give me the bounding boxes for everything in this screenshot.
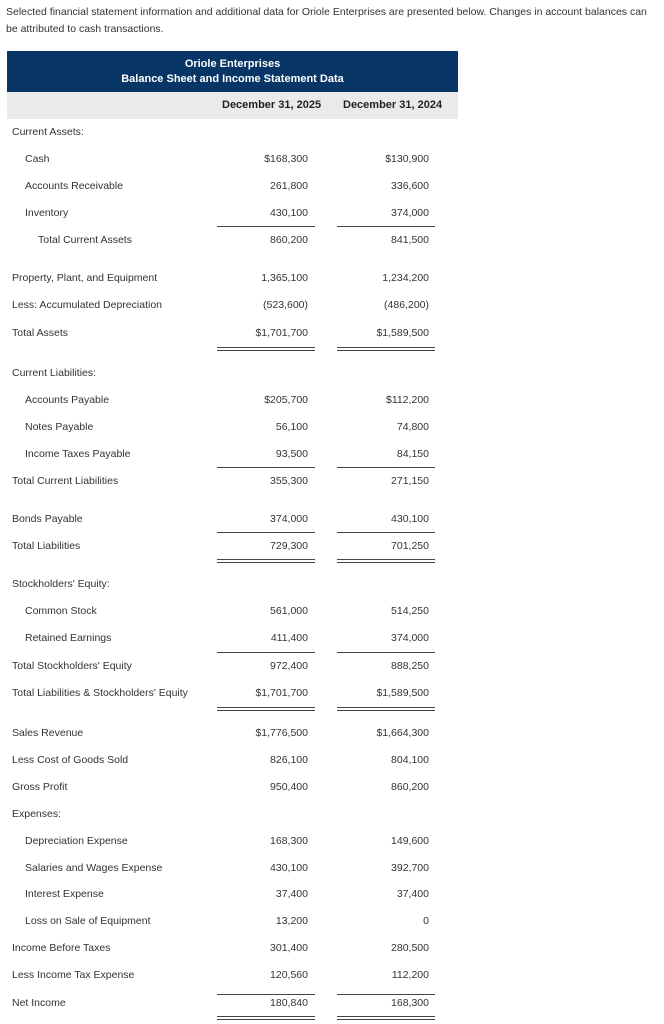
value-2025: 168,300 bbox=[270, 835, 308, 847]
value-2025: 430,100 bbox=[270, 862, 308, 874]
double-underline bbox=[217, 1016, 315, 1020]
table-row bbox=[0, 444, 664, 464]
row-label: Total Current Liabilities bbox=[12, 475, 119, 487]
value-2024: 392,700 bbox=[391, 862, 429, 874]
row-label: Total Current Assets bbox=[38, 234, 132, 246]
table-row bbox=[0, 509, 664, 529]
table-row bbox=[0, 536, 664, 556]
value-2025: 950,400 bbox=[270, 781, 308, 793]
value-2025: 301,400 bbox=[270, 942, 308, 954]
value-2025: $1,701,700 bbox=[255, 687, 308, 699]
row-label: Net Income bbox=[12, 997, 66, 1009]
table-row bbox=[0, 363, 664, 383]
table-row bbox=[0, 295, 664, 315]
table-row bbox=[0, 390, 664, 410]
row-label: Common Stock bbox=[25, 605, 97, 617]
row-label: Total Assets bbox=[12, 327, 69, 339]
value-2024: 374,000 bbox=[391, 632, 429, 644]
value-2025: 1,365,100 bbox=[261, 272, 308, 284]
value-2024: 168,300 bbox=[391, 997, 429, 1009]
table-row bbox=[0, 723, 664, 743]
value-2025: 860,200 bbox=[270, 234, 308, 246]
row-label: Interest Expense bbox=[25, 888, 104, 900]
table-row bbox=[0, 628, 664, 648]
value-2025: 13,200 bbox=[275, 915, 308, 927]
double-underline bbox=[337, 707, 435, 711]
row-label: Inventory bbox=[25, 207, 69, 219]
single-underline bbox=[217, 994, 315, 995]
table-row bbox=[0, 323, 664, 343]
table-row bbox=[0, 471, 664, 491]
double-underline bbox=[217, 347, 315, 351]
value-2025: 120,560 bbox=[270, 969, 308, 981]
table-row bbox=[0, 804, 664, 824]
row-label: Expenses: bbox=[12, 808, 62, 820]
row-label: Property, Plant, and Equipment bbox=[12, 272, 158, 284]
table-row bbox=[0, 911, 664, 931]
table-row bbox=[0, 938, 664, 958]
value-2024: 804,100 bbox=[391, 754, 429, 766]
value-2024: 112,200 bbox=[391, 969, 429, 981]
value-2024: 84,150 bbox=[396, 448, 429, 460]
single-underline bbox=[337, 532, 435, 533]
row-label: Accounts Payable bbox=[25, 394, 110, 406]
value-2024: 701,250 bbox=[391, 540, 429, 552]
single-underline bbox=[337, 467, 435, 468]
value-2024: (486,200) bbox=[384, 299, 429, 311]
value-2024: $1,589,500 bbox=[376, 327, 429, 339]
value-2024: $1,664,300 bbox=[376, 727, 429, 739]
value-2025: 972,400 bbox=[270, 660, 308, 672]
value-2025: 729,300 bbox=[270, 540, 308, 552]
value-2025: $1,776,500 bbox=[255, 727, 308, 739]
table-row bbox=[0, 777, 664, 797]
table-row bbox=[0, 884, 664, 904]
value-2024: $130,900 bbox=[385, 153, 429, 165]
table-row bbox=[0, 965, 664, 985]
table-row bbox=[0, 993, 664, 1013]
table-row bbox=[0, 574, 664, 594]
row-label: Less Income Tax Expense bbox=[12, 969, 135, 981]
row-label: Income Taxes Payable bbox=[25, 448, 131, 460]
table-row bbox=[0, 683, 664, 703]
table-row bbox=[0, 268, 664, 288]
value-2024: 37,400 bbox=[396, 888, 429, 900]
value-2025: 56,100 bbox=[275, 421, 308, 433]
row-label: Salaries and Wages Expense bbox=[25, 862, 163, 874]
row-label: Gross Profit bbox=[12, 781, 68, 793]
table-row bbox=[0, 417, 664, 437]
column-header-2024: December 31, 2024 bbox=[343, 99, 443, 111]
value-2024: 888,250 bbox=[391, 660, 429, 672]
table-row bbox=[0, 831, 664, 851]
single-underline bbox=[337, 994, 435, 995]
table-row bbox=[0, 122, 664, 142]
row-label: Current Liabilities: bbox=[12, 367, 97, 379]
intro-text: Selected financial statement information and additional data for Oriole Enterprises are presented below. Changes in account balances can be attributed to cash transactions. bbox=[6, 6, 647, 35]
value-2024: 74,800 bbox=[396, 421, 429, 433]
double-underline bbox=[337, 1016, 435, 1020]
table-row bbox=[0, 656, 664, 676]
value-2024: 0 bbox=[423, 915, 429, 927]
value-2025: 37,400 bbox=[275, 888, 308, 900]
value-2024: 374,000 bbox=[391, 207, 429, 219]
table-row bbox=[0, 149, 664, 169]
single-underline bbox=[337, 226, 435, 227]
table-row bbox=[0, 176, 664, 196]
value-2025: 411,400 bbox=[270, 632, 308, 644]
table-row bbox=[0, 858, 664, 878]
value-2024: 336,600 bbox=[391, 180, 429, 192]
value-2024: $112,200 bbox=[385, 394, 429, 406]
single-underline bbox=[337, 652, 435, 653]
company-name: Oriole Enterprises bbox=[184, 58, 281, 70]
table-row bbox=[0, 203, 664, 223]
double-underline bbox=[217, 559, 315, 563]
row-label: Loss on Sale of Equipment bbox=[25, 915, 151, 927]
table-row bbox=[0, 601, 664, 621]
double-underline bbox=[337, 347, 435, 351]
value-2024: 271,150 bbox=[391, 475, 429, 487]
single-underline bbox=[217, 467, 315, 468]
value-2025: 355,300 bbox=[270, 475, 308, 487]
row-label: Total Liabilities & Stockholders' Equity bbox=[12, 687, 188, 699]
column-header-2025: December 31, 2025 bbox=[222, 99, 322, 111]
table-row bbox=[0, 230, 664, 250]
double-underline bbox=[217, 707, 315, 711]
value-2025: $205,700 bbox=[264, 394, 308, 406]
statement-subtitle: Balance Sheet and Income Statement Data bbox=[121, 73, 344, 85]
value-2025: (523,600) bbox=[263, 299, 308, 311]
row-label: Income Before Taxes bbox=[12, 942, 111, 954]
single-underline bbox=[217, 532, 315, 533]
row-label: Sales Revenue bbox=[12, 727, 84, 739]
row-label: Bonds Payable bbox=[12, 513, 83, 525]
value-2024: 430,100 bbox=[391, 513, 429, 525]
single-underline bbox=[217, 226, 315, 227]
value-2025: $1,701,700 bbox=[255, 327, 308, 339]
value-2025: 374,000 bbox=[270, 513, 308, 525]
row-label: Notes Payable bbox=[25, 421, 94, 433]
table-row bbox=[0, 750, 664, 770]
row-label: Total Stockholders' Equity bbox=[12, 660, 132, 672]
value-2024: 841,500 bbox=[391, 234, 429, 246]
value-2025: $168,300 bbox=[264, 153, 308, 165]
row-label: Less Cost of Goods Sold bbox=[12, 754, 129, 766]
value-2025: 180,840 bbox=[270, 997, 308, 1009]
row-label: Less: Accumulated Depreciation bbox=[12, 299, 162, 311]
value-2024: $1,589,500 bbox=[376, 687, 429, 699]
row-label: Retained Earnings bbox=[25, 632, 112, 644]
row-label: Depreciation Expense bbox=[25, 835, 128, 847]
value-2025: 561,000 bbox=[270, 605, 308, 617]
value-2025: 93,500 bbox=[275, 448, 308, 460]
row-label: Total Liabilities bbox=[12, 540, 81, 552]
double-underline bbox=[337, 559, 435, 563]
value-2024: 1,234,200 bbox=[382, 272, 429, 284]
value-2025: 430,100 bbox=[270, 207, 308, 219]
value-2024: 280,500 bbox=[391, 942, 429, 954]
value-2024: 149,600 bbox=[391, 835, 429, 847]
value-2025: 261,800 bbox=[270, 180, 308, 192]
value-2025: 826,100 bbox=[270, 754, 308, 766]
value-2024: 514,250 bbox=[391, 605, 429, 617]
row-label: Stockholders' Equity: bbox=[12, 578, 110, 590]
value-2024: 860,200 bbox=[391, 781, 429, 793]
row-label: Accounts Receivable bbox=[25, 180, 124, 192]
single-underline bbox=[217, 652, 315, 653]
row-label: Current Assets: bbox=[12, 126, 84, 138]
row-label: Cash bbox=[25, 153, 50, 165]
